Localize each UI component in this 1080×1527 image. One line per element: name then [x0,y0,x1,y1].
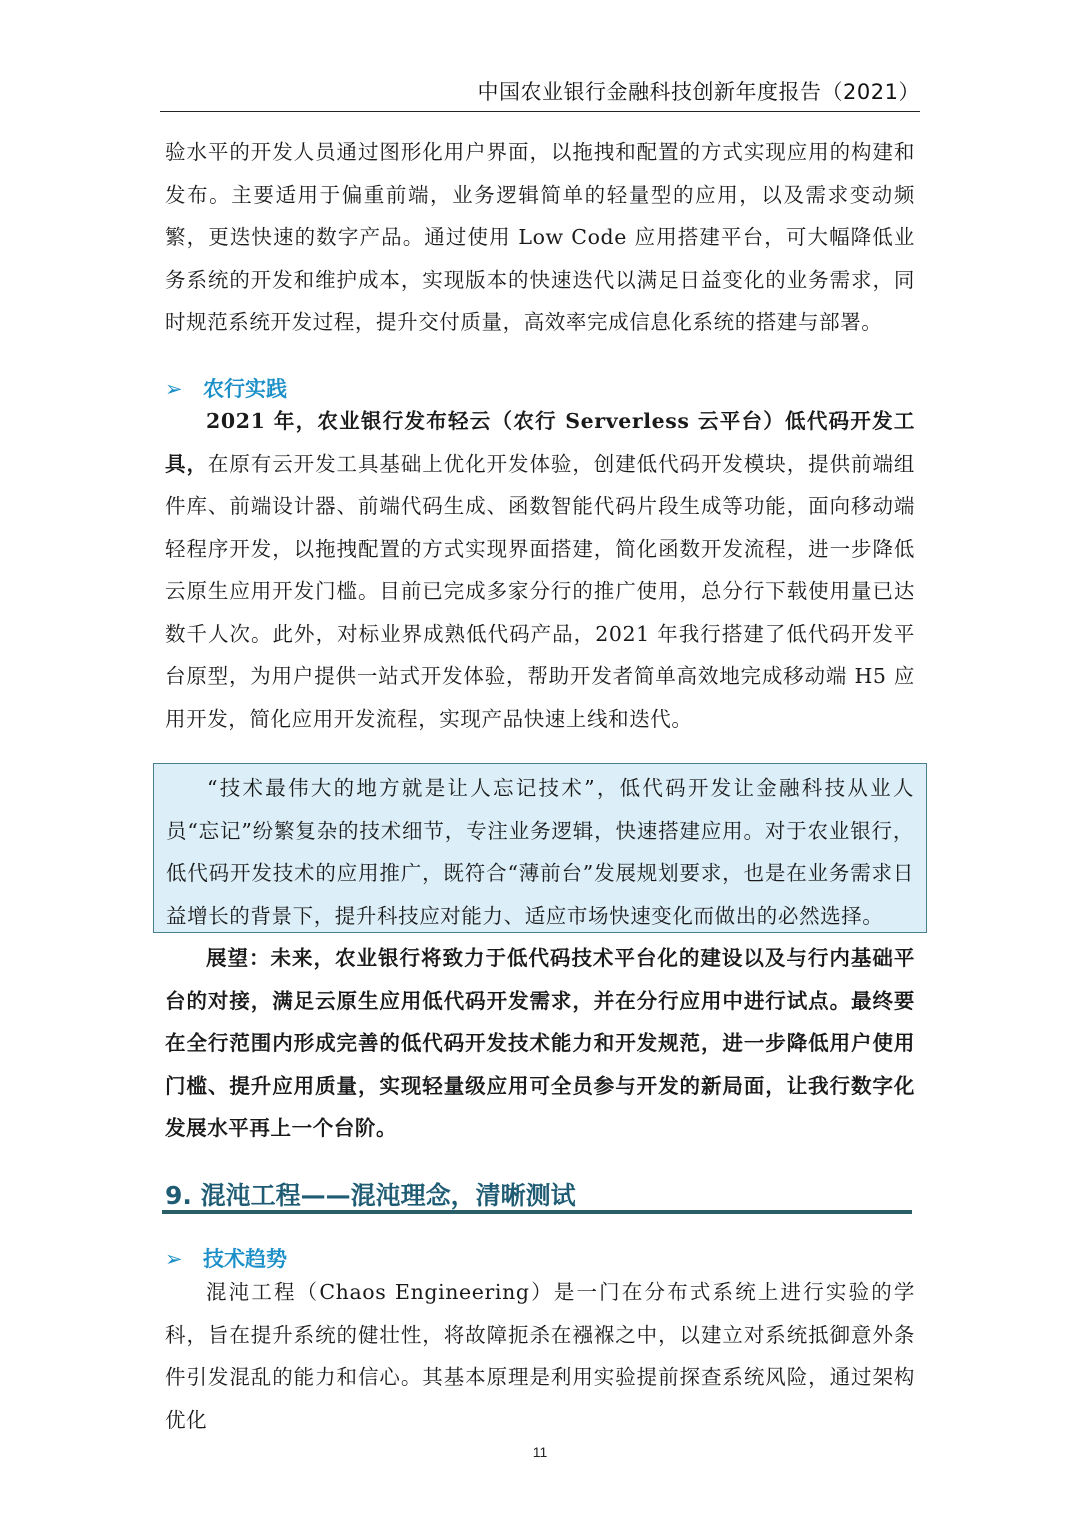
trend-subheading [165,1243,287,1273]
trend-paragraph: 混沌工程（Chaos Engineering）是一门在分布式系统上进行实验的学科，旨在提升系统的健壮性，将故障扼杀在襁褓之中，以建立对系统抵御意外条件引发混乱的能力和信心。其基本原理是利用实验提前探查系统风险，通过架构优化 [165,1280,915,1432]
practice-subheading-label: 农行实践 [203,377,287,401]
quote-text: “技术最伟大的地方就是让人忘记技术”，低代码开发让金融科技从业人员“忘记”纷繁复杂的技术细节，专注业务逻辑，快速搭建应用。对于农业银行，低代码开发技术的应用推广，既符合“薄前台”发展规划要求，也是在业务需求日益增长的背景下，提升科技应对能力、适应市场快速变化而做出的必然选择。 [166,776,914,928]
practice-paragraph [165,400,915,740]
practice-subheading [165,373,287,403]
report-header-title: 中国农业银行金融科技创新年度报告（2021） [477,80,920,104]
outlook-paragraph: 展望：未来，农业银行将致力于低代码技术平台化的建设以及与行内基础平台的对接，满足云原生应用低代码开发需求，并在分行应用中进行试点。最终要在全行范围内形成完善的低代码开发技术能力和开发规范，进一步降低用户使用门槛、提升应用质量，实现轻量级应用可全员参与开发的新局面，让我行数字化发展水平再上一个台阶。 [165,946,915,1140]
section-9-heading: 9. 混沌工程——混沌理念，清晰测试 [165,1181,576,1210]
practice-lead-bold: 2021 年，农业银行发布轻云（农行 Serverless 云平台）低代码开发工具， [165,409,915,476]
trend-subheading-label: 技术趋势 [203,1247,287,1271]
arrow-bullet-icon: ➢ [165,1247,183,1271]
practice-body: 在原有云开发工具基础上优化开发体验，创建低代码开发模块，提供前端组件库、前端设计器、前端代码生成、函数智能代码片段生成等功能，面向移动端轻程序开发，以拖拽配置的方式实现界面搭建，简化函数开发流程，进一步降低云原生应用开发门槛。目前已完成多家分行的推广使用，总分行下载使用量已达数千人次。此外，对标业界成熟低代码产品，2021 年我行搭建了低代码开发平台原型，为用户提供一站式开发体验，帮助开发者简单高效地完成移动端 H5 应用开发，简化应用开发流程，实现产品快速上线和迭代。 [165,451,915,731]
quote-callout-box [153,763,927,933]
page-number: 11 [532,1444,548,1460]
arrow-bullet-icon: ➢ [165,377,183,401]
intro-paragraph: 验水平的开发人员通过图形化用户界面，以拖拽和配置的方式实现应用的构建和发布。主要适用于偏重前端，业务逻辑简单的轻量型的应用，以及需求变动频繁，更迭快速的数字产品。通过使用 Low Code 应用搭建平台，可大幅降低业务系统的开发和维护成本，实现版本的快速迭代以满足日益变化的业务需求，同时规范系统开发过程，提升交付质量，高效率完成信息化系统的搭建与部署。 [165,140,915,334]
section-heading-rule [162,1210,912,1214]
header-divider [160,111,920,112]
